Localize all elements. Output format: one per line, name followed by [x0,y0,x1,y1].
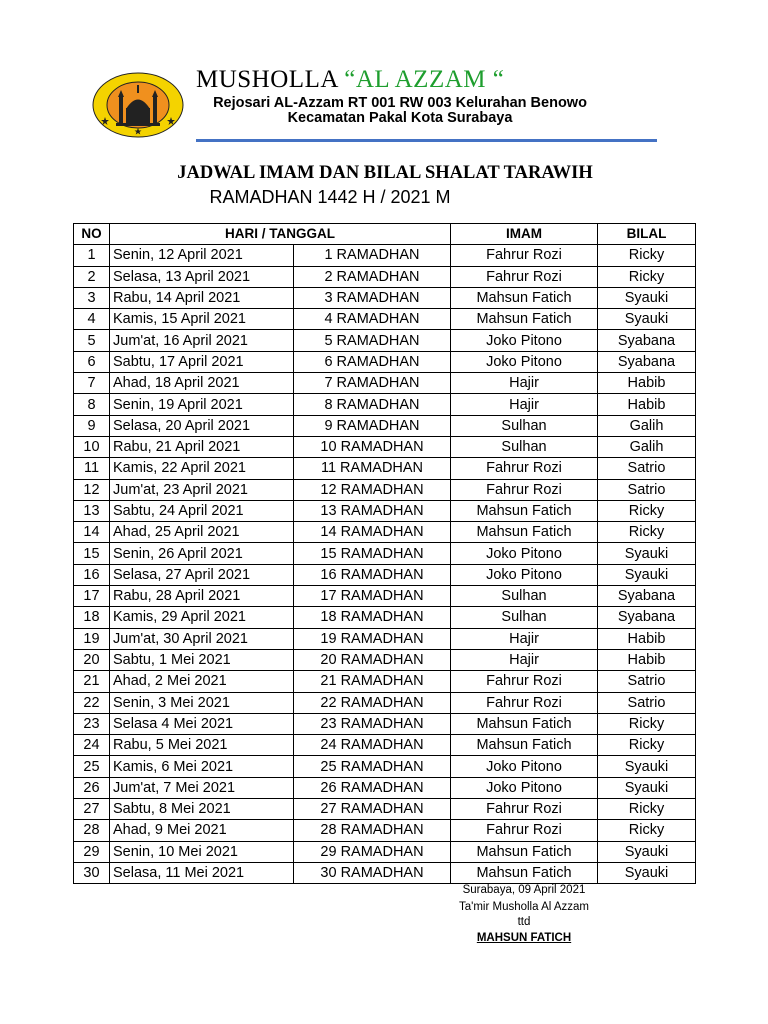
cell-day: Selasa 4 Mei 2021 [110,713,294,734]
table-row [74,373,696,394]
cell-imam: Joko Pitono [451,777,598,798]
cell-no: 12 [74,479,110,500]
cell-no: 19 [74,628,110,649]
table-row [74,564,696,585]
table-row [74,458,696,479]
table-row [74,862,696,883]
cell-ramadhan: 13 RAMADHAN [294,500,451,521]
cell-bilal: Habib [598,394,696,415]
schedule-body [74,245,696,884]
cell-day: Selasa, 20 April 2021 [110,415,294,436]
cell-no: 14 [74,522,110,543]
cell-ramadhan: 5 RAMADHAN [294,330,451,351]
cell-ramadhan: 28 RAMADHAN [294,820,451,841]
cell-imam: Hajir [451,373,598,394]
cell-day: Jum'at, 7 Mei 2021 [110,777,294,798]
org-name-prefix: MUSHOLLA [196,66,345,93]
cell-no: 27 [74,799,110,820]
cell-ramadhan: 26 RAMADHAN [294,777,451,798]
cell-day: Ahad, 9 Mei 2021 [110,820,294,841]
cell-imam: Mahsun Fatich [451,309,598,330]
cell-no: 23 [74,713,110,734]
cell-bilal: Syauki [598,777,696,798]
cell-ramadhan: 14 RAMADHAN [294,522,451,543]
cell-no: 7 [74,373,110,394]
cell-day: Ahad, 25 April 2021 [110,522,294,543]
cell-bilal: Ricky [598,500,696,521]
signature-place-date: Surabaya, 09 April 2021 [462,884,586,896]
cell-bilal: Ricky [598,735,696,756]
cell-bilal: Syabana [598,607,696,628]
table-row [74,330,696,351]
cell-imam: Joko Pitono [451,756,598,777]
cell-no: 11 [74,458,110,479]
cell-ramadhan: 2 RAMADHAN [294,266,451,287]
cell-ramadhan: 12 RAMADHAN [294,479,451,500]
header-no: NO [74,224,110,245]
table-row [74,543,696,564]
cell-day: Senin, 12 April 2021 [110,245,294,266]
address-line-2: Kecamatan Pakal Kota Surabaya [287,110,513,126]
cell-ramadhan: 1 RAMADHAN [294,245,451,266]
cell-no: 26 [74,777,110,798]
cell-ramadhan: 9 RAMADHAN [294,415,451,436]
cell-day: Selasa, 13 April 2021 [110,266,294,287]
table-row [74,522,696,543]
cell-ramadhan: 27 RAMADHAN [294,799,451,820]
cell-imam: Mahsun Fatich [451,522,598,543]
document-title: JADWAL IMAM DAN BILAL SHALAT TARAWIH [177,163,593,183]
cell-no: 5 [74,330,110,351]
cell-imam: Hajir [451,628,598,649]
table-row [74,500,696,521]
cell-day: Ahad, 2 Mei 2021 [110,671,294,692]
table-row [74,351,696,372]
cell-no: 30 [74,862,110,883]
cell-no: 6 [74,351,110,372]
table-row [74,841,696,862]
cell-imam: Fahrur Rozi [451,266,598,287]
cell-imam: Mahsun Fatich [451,713,598,734]
cell-no: 1 [74,245,110,266]
cell-ramadhan: 22 RAMADHAN [294,692,451,713]
cell-bilal: Syauki [598,309,696,330]
cell-no: 21 [74,671,110,692]
table-row [74,607,696,628]
cell-day: Kamis, 22 April 2021 [110,458,294,479]
cell-imam: Mahsun Fatich [451,735,598,756]
cell-imam: Joko Pitono [451,351,598,372]
org-name [196,66,676,94]
table-row [74,692,696,713]
cell-no: 3 [74,287,110,308]
header-divider [196,139,657,142]
cell-ramadhan: 20 RAMADHAN [294,649,451,670]
cell-imam: Sulhan [451,436,598,457]
cell-bilal: Habib [598,649,696,670]
cell-day: Rabu, 5 Mei 2021 [110,735,294,756]
cell-day: Kamis, 29 April 2021 [110,607,294,628]
cell-day: Rabu, 21 April 2021 [110,436,294,457]
cell-day: Senin, 3 Mei 2021 [110,692,294,713]
cell-bilal: Ricky [598,522,696,543]
cell-no: 4 [74,309,110,330]
cell-imam: Fahrur Rozi [451,479,598,500]
cell-imam: Joko Pitono [451,564,598,585]
cell-ramadhan: 17 RAMADHAN [294,586,451,607]
table-row [74,671,696,692]
cell-bilal: Habib [598,373,696,394]
cell-bilal: Satrio [598,671,696,692]
table-row [74,777,696,798]
cell-day: Rabu, 14 April 2021 [110,287,294,308]
cell-bilal: Ricky [598,266,696,287]
cell-bilal: Syauki [598,543,696,564]
cell-day: Senin, 26 April 2021 [110,543,294,564]
cell-day: Sabtu, 17 April 2021 [110,351,294,372]
cell-no: 16 [74,564,110,585]
cell-ramadhan: 30 RAMADHAN [294,862,451,883]
cell-no: 25 [74,756,110,777]
table-row [74,436,696,457]
header-day: HARI / TANGGAL [110,224,451,245]
cell-ramadhan: 24 RAMADHAN [294,735,451,756]
address-line-1: Rejosari AL-Azzam RT 001 RW 003 Kelurahan Benowo [213,95,587,111]
cell-day: Jum'at, 23 April 2021 [110,479,294,500]
cell-no: 2 [74,266,110,287]
cell-bilal: Syabana [598,330,696,351]
cell-ramadhan: 7 RAMADHAN [294,373,451,394]
header-imam: IMAM [451,224,598,245]
cell-imam: Sulhan [451,586,598,607]
schedule-table [73,223,696,884]
cell-imam: Sulhan [451,415,598,436]
table-row [74,394,696,415]
cell-bilal: Syauki [598,841,696,862]
cell-no: 28 [74,820,110,841]
table-row [74,649,696,670]
cell-day: Jum'at, 16 April 2021 [110,330,294,351]
cell-ramadhan: 19 RAMADHAN [294,628,451,649]
table-row [74,415,696,436]
cell-imam: Fahrur Rozi [451,245,598,266]
cell-ramadhan: 10 RAMADHAN [294,436,451,457]
cell-imam: Joko Pitono [451,543,598,564]
cell-bilal: Ricky [598,799,696,820]
signature-ttd: ttd [517,916,531,928]
cell-ramadhan: 6 RAMADHAN [294,351,451,372]
cell-ramadhan: 18 RAMADHAN [294,607,451,628]
cell-no: 22 [74,692,110,713]
cell-bilal: Syauki [598,756,696,777]
cell-imam: Fahrur Rozi [451,799,598,820]
table-row [74,245,696,266]
cell-imam: Mahsun Fatich [451,841,598,862]
cell-day: Ahad, 18 April 2021 [110,373,294,394]
cell-day: Sabtu, 1 Mei 2021 [110,649,294,670]
cell-no: 17 [74,586,110,607]
document-subtitle: RAMADHAN 1442 H / 2021 M [209,187,451,207]
cell-imam: Mahsun Fatich [451,862,598,883]
cell-bilal: Galih [598,415,696,436]
cell-day: Selasa, 11 Mei 2021 [110,862,294,883]
cell-ramadhan: 3 RAMADHAN [294,287,451,308]
cell-imam: Fahrur Rozi [451,458,598,479]
cell-bilal: Satrio [598,479,696,500]
table-row [74,309,696,330]
cell-no: 24 [74,735,110,756]
cell-no: 20 [74,649,110,670]
table-row [74,713,696,734]
table-row [74,756,696,777]
signature-name: MAHSUN FATICH [476,932,572,944]
cell-ramadhan: 4 RAMADHAN [294,309,451,330]
cell-bilal: Ricky [598,245,696,266]
cell-imam: Fahrur Rozi [451,692,598,713]
table-row [74,586,696,607]
cell-ramadhan: 25 RAMADHAN [294,756,451,777]
cell-bilal: Syabana [598,586,696,607]
cell-ramadhan: 15 RAMADHAN [294,543,451,564]
cell-bilal: Syabana [598,351,696,372]
table-row [74,479,696,500]
table-row [74,799,696,820]
cell-bilal: Satrio [598,458,696,479]
cell-bilal: Satrio [598,692,696,713]
cell-imam: Sulhan [451,607,598,628]
table-row [74,735,696,756]
cell-no: 9 [74,415,110,436]
signature-role: Ta'mir Musholla Al Azzam [458,901,589,913]
cell-no: 13 [74,500,110,521]
cell-ramadhan: 23 RAMADHAN [294,713,451,734]
cell-imam: Hajir [451,649,598,670]
cell-no: 10 [74,436,110,457]
cell-no: 18 [74,607,110,628]
cell-bilal: Ricky [598,820,696,841]
cell-bilal: Syauki [598,287,696,308]
cell-imam: Fahrur Rozi [451,671,598,692]
cell-ramadhan: 11 RAMADHAN [294,458,451,479]
cell-day: Senin, 10 Mei 2021 [110,841,294,862]
cell-day: Sabtu, 8 Mei 2021 [110,799,294,820]
cell-day: Kamis, 6 Mei 2021 [110,756,294,777]
cell-bilal: Galih [598,436,696,457]
cell-ramadhan: 8 RAMADHAN [294,394,451,415]
cell-no: 15 [74,543,110,564]
cell-day: Senin, 19 April 2021 [110,394,294,415]
cell-no: 29 [74,841,110,862]
cell-ramadhan: 16 RAMADHAN [294,564,451,585]
cell-imam: Fahrur Rozi [451,820,598,841]
org-name-brand: “AL AZZAM “ [344,66,505,93]
cell-bilal: Ricky [598,713,696,734]
cell-bilal: Syauki [598,564,696,585]
table-row [74,628,696,649]
cell-bilal: Habib [598,628,696,649]
cell-bilal: Syauki [598,862,696,883]
cell-day: Jum'at, 30 April 2021 [110,628,294,649]
cell-ramadhan: 29 RAMADHAN [294,841,451,862]
cell-no: 8 [74,394,110,415]
cell-day: Sabtu, 24 April 2021 [110,500,294,521]
cell-ramadhan: 21 RAMADHAN [294,671,451,692]
table-header-row [74,224,696,245]
cell-imam: Mahsun Fatich [451,500,598,521]
cell-imam: Joko Pitono [451,330,598,351]
cell-imam: Hajir [451,394,598,415]
header-bilal: BILAL [598,224,696,245]
cell-imam: Mahsun Fatich [451,287,598,308]
cell-day: Selasa, 27 April 2021 [110,564,294,585]
cell-day: Rabu, 28 April 2021 [110,586,294,607]
table-row [74,820,696,841]
cell-day: Kamis, 15 April 2021 [110,309,294,330]
table-row [74,287,696,308]
table-row [74,266,696,287]
